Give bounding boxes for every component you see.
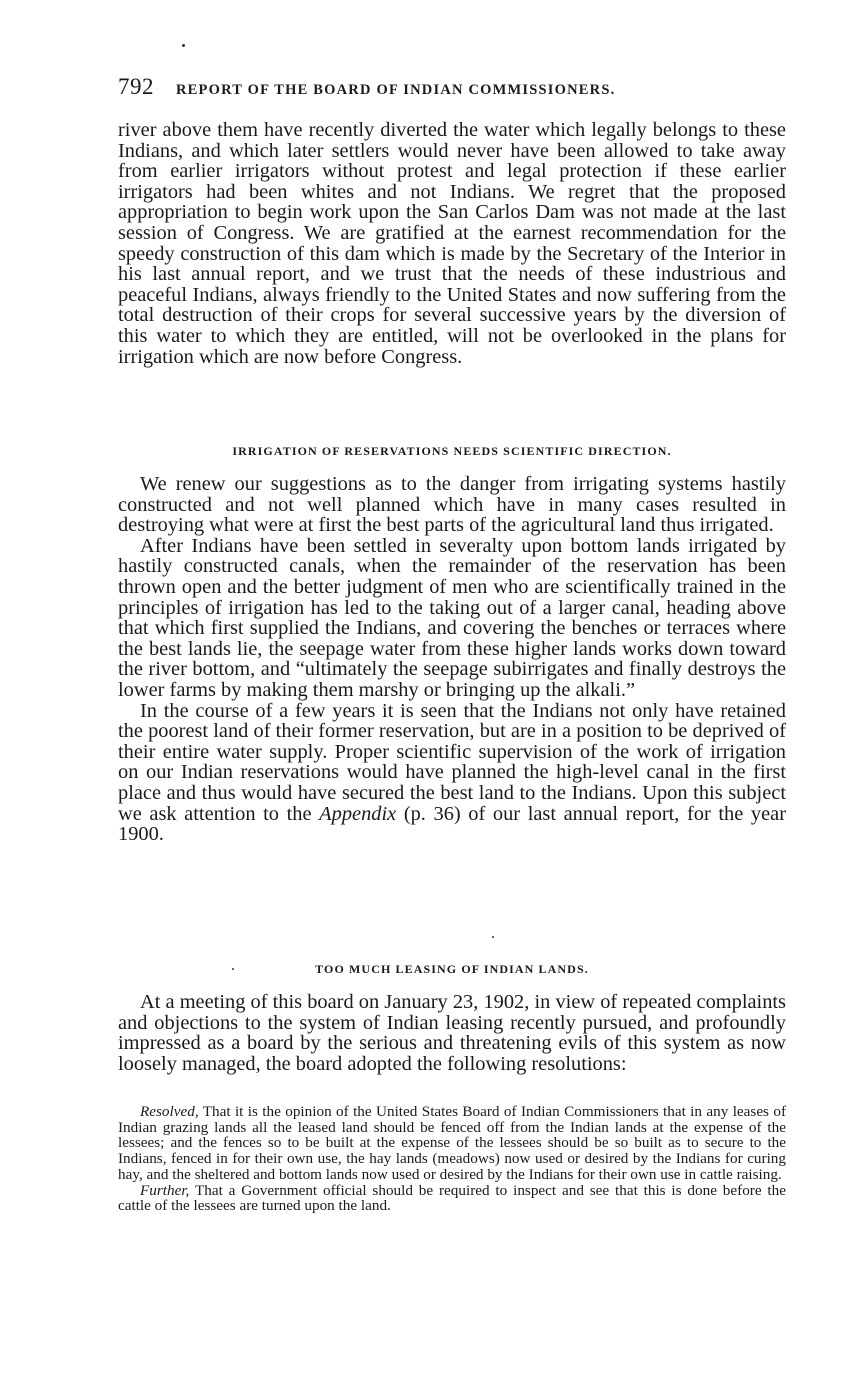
page-number: 792 [118,74,154,99]
resolution-lead: Further, [140,1181,190,1199]
resolution-text: That it is the opinion of the United States Board of Indian Commissioners that in any leases of Indian grazing lands all the leased land should be fenced off from the Indian lands at the expense of the lessees; and the fences so to be built at the expense of the lessees should be so built as to secure to the Indians, fenced in for their own use, the hay lands (meadows) now used or desired by the Indians for curing hay, and the sheltered and bottom lands now used or desired by the Indians for their own use in cattle raising. [118,1103,787,1183]
speck-mark [492,936,494,938]
speck-mark [182,44,185,47]
running-title: REPORT OF THE BOARD OF INDIAN COMMISSIONERS. [176,82,616,98]
section-heading-leasing: TOO MUCH LEASING OF INDIAN LANDS. [315,962,589,976]
resolution-lead: Resolved, [140,1103,199,1120]
resolution-resolved [118,1104,786,1183]
running-head [118,74,786,100]
leasing-section [118,992,786,1074]
irrigation-paragraph-3 [118,701,786,845]
paragraph-text: (p. 36) of our last annual report, for the year 1900. [118,802,786,846]
intro-paragraph: river above them have recently diverted the water which legally belongs to these Indians, and which later settlers would never have been allowed to take away from earlier irrigators without protest and legal protection if these earlier irrigators had been whites and not Indians. We regret that the proposed appropriation to begin work upon the San Carlos Dam was not made at the last session of Congress. We are gratified at the earnest recommendation for the speedy construction of this dam which is made by the Secretary of the Interior in his last annual report, and we trust that the needs of these industrious and peaceful Indians, always friendly to the United States and now suffering from the total destruction of their crops for several successive years by the diversion of this water to which they are entitled, will not be overlooked in the plans for irrigation which are now before Congress. [118,119,786,368]
irrigation-paragraph-1: We renew our suggestions as to the danger from irrigating systems hastily constructed and not well planned which have in many cases resulted in destroying what were at first the best parts of the agricultural land thus irrigated. [118,473,786,537]
irrigation-paragraph-2: After Indians have been settled in severalty upon bottom lands irrigated by hastily constructed canals, when the remainder of the reservation has been thrown open and the better judgment of men who are scientifically trained in the principles of irrigation has led to the taking out of a larger canal, heading above that which first supplied the Indians, and covering the benches or terraces where the best lands lie, the seepage water from these higher lands works down toward the river bottom, and “ultimately the seepage subirrigates and finally destroys the lower farms by making them marshy or bringing up the alkali.” [118,534,786,701]
leasing-paragraph: At a meeting of this board on January 23, 1902, in view of repeated complaints and objections to the system of Indian leasing recently pursued, and profoundly impressed as a board by the serious and threatening evils of this system as now loosely managed, the board adopted the following resolutions: [118,991,786,1075]
paragraph-text: In the course of a few years it is seen that the Indians not only have retained the poorest land of their former reservation, but are in a position to be deprived of their entire water supply. Proper scientific supervision of the work of irrigation on our Indian reservations would have planned the high-level canal in the first place and thus would have secured the best land to the Indians. Upon this subject we ask attention to the [118,699,786,825]
intro-block [118,120,786,367]
section-heading-irrigation: IRRIGATION OF RESERVATIONS NEEDS SCIENTIFIC DIRECTION. [232,444,672,458]
irrigation-section [118,474,786,845]
resolution-text: That a Government official should be required to inspect and see that this is done before the cattle of the lessees are turned upon the land. [118,1181,786,1215]
resolutions-block [118,1104,786,1214]
resolution-further [118,1183,786,1214]
appendix-reference: Appendix [319,802,397,825]
